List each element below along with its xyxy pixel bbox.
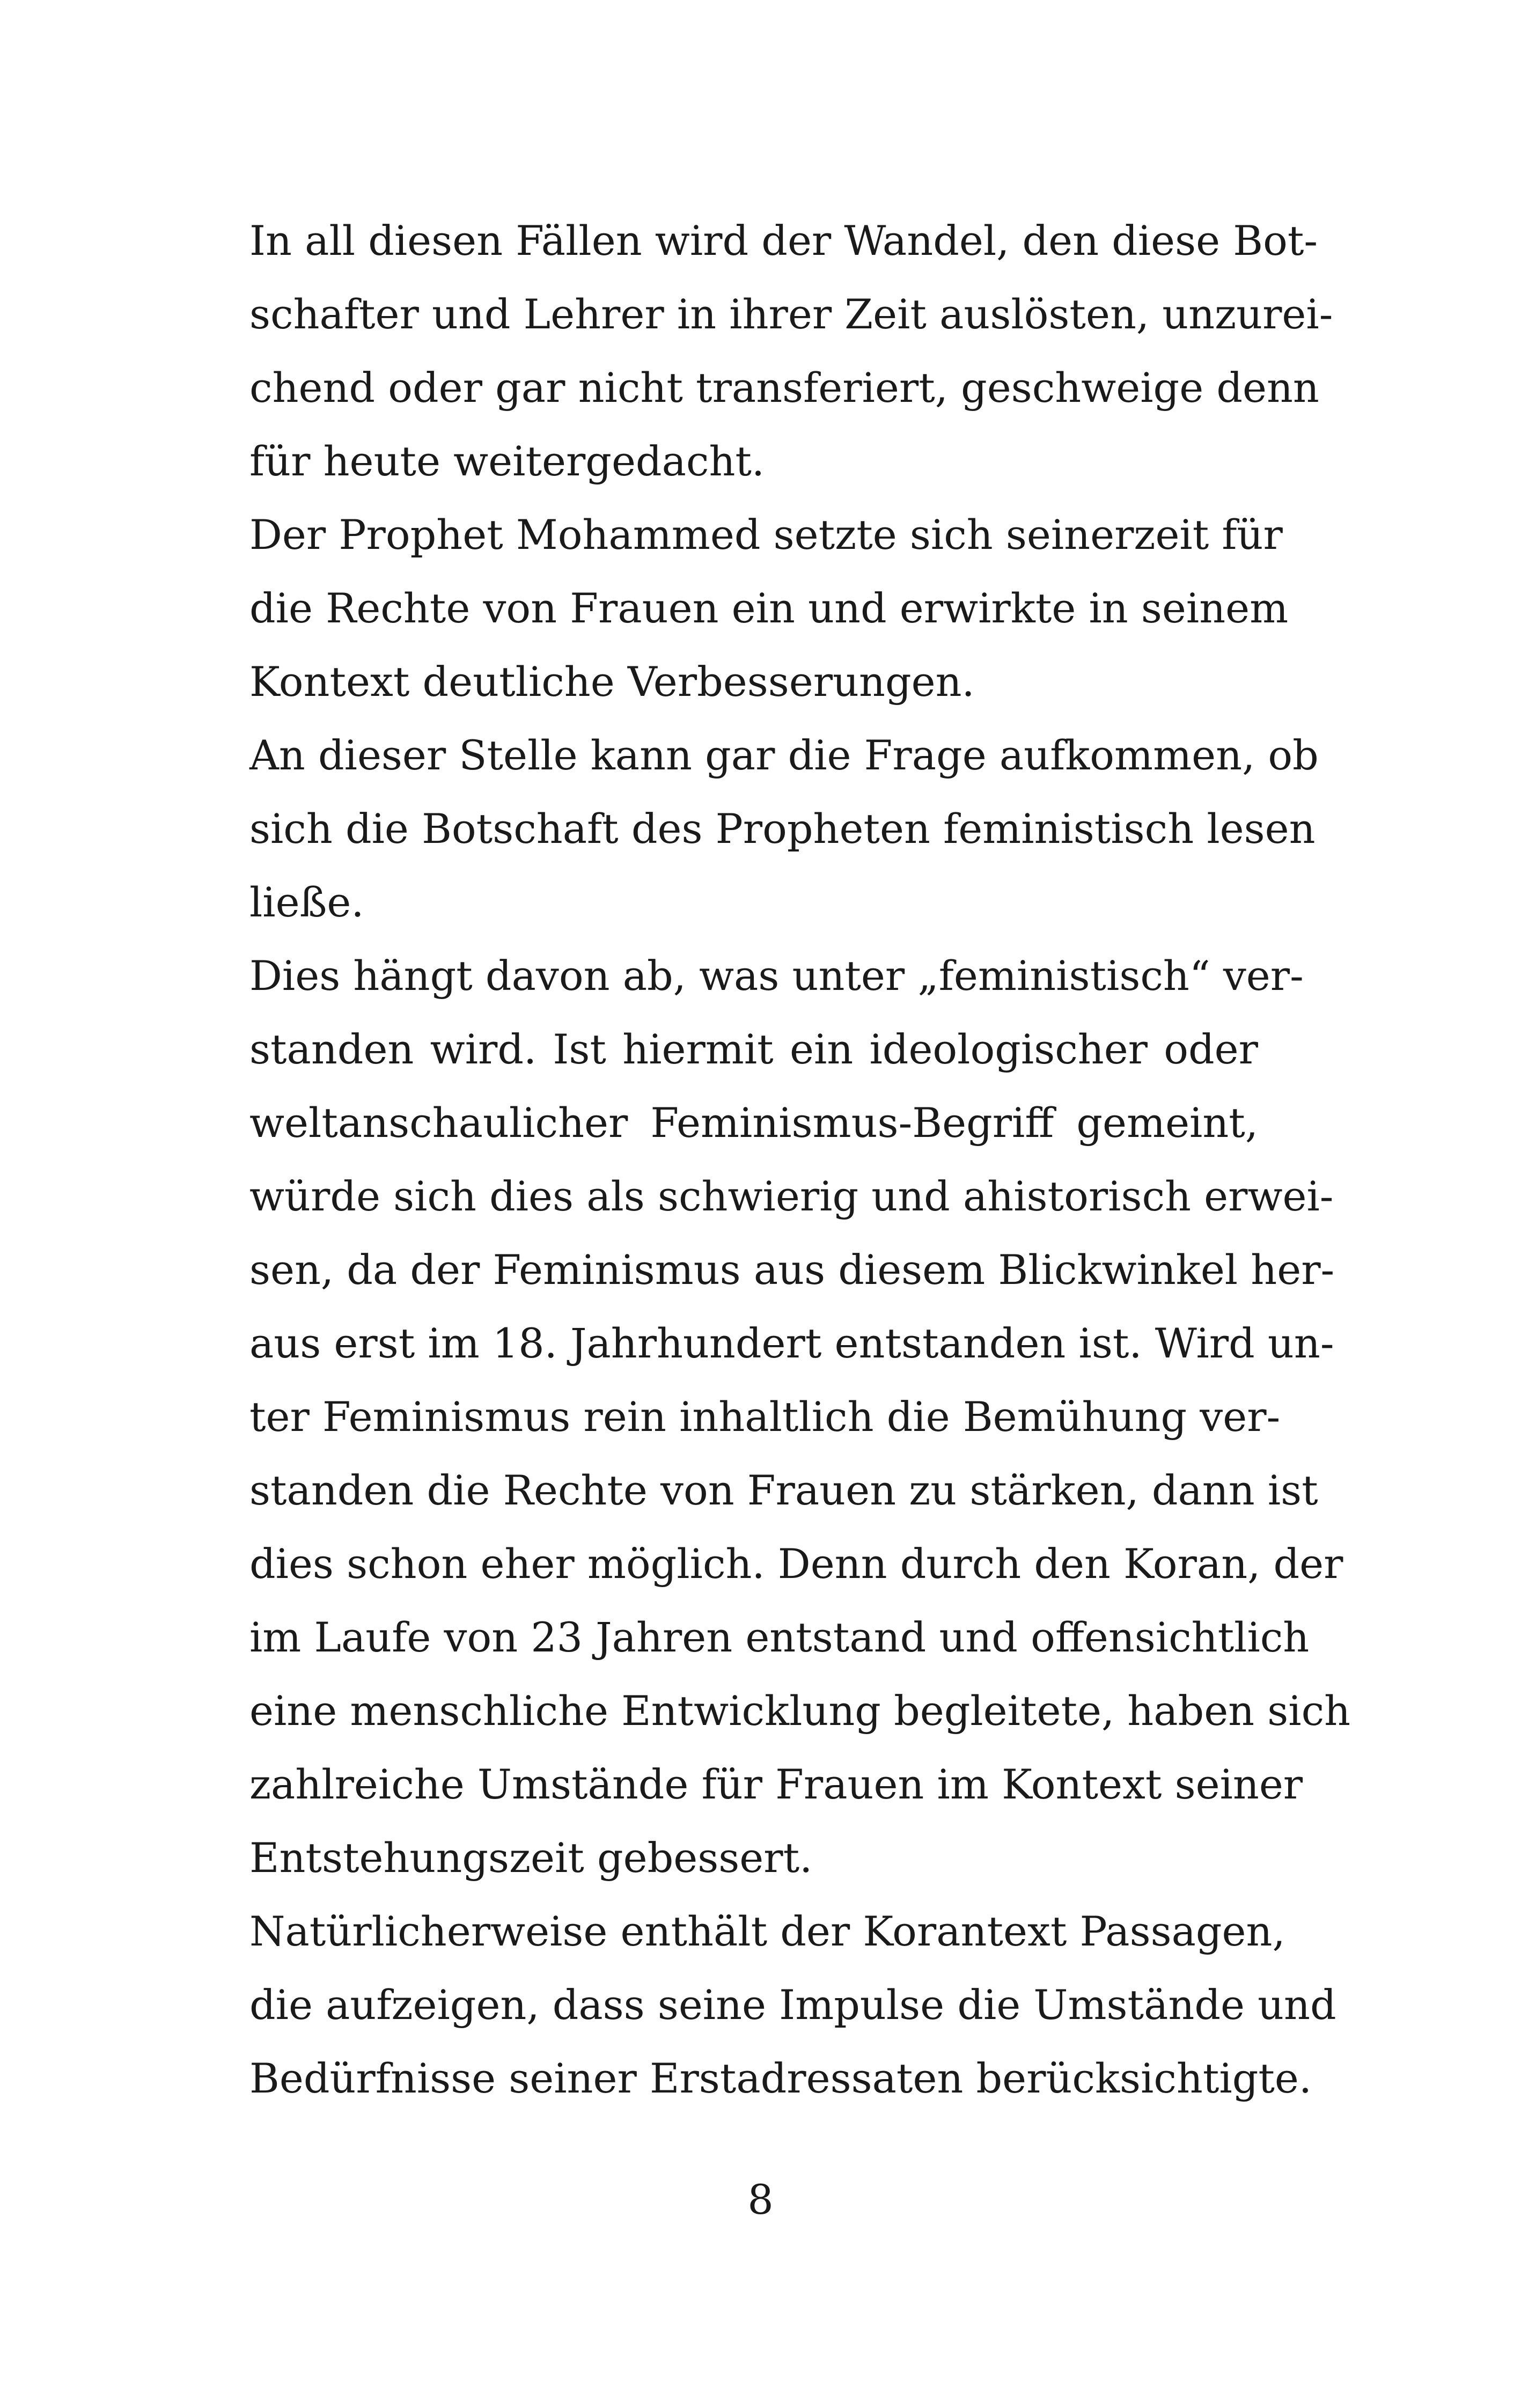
body-text xyxy=(249,204,1351,2115)
text-line: Bedürfnisse seiner Erstadressaten berücksichtigte. xyxy=(249,2054,1312,2102)
text-line: eine menschliche Entwicklung begleitete, haben sich xyxy=(249,1687,1351,1735)
text-line: ter Feminismus rein inhaltlich die Bemühung ver- xyxy=(249,1393,1281,1441)
text-line: im Laufe von 23 Jahren entstand und offensichtlich xyxy=(249,1613,1310,1661)
text-line: aus erst im 18. Jahrhundert entstanden ist. Wird un- xyxy=(249,1319,1334,1367)
page-number: 8 xyxy=(747,2176,774,2223)
text-line: standen wird. Ist hiermit ein ideologischer oder xyxy=(249,1025,1258,1073)
text-line: dies schon eher möglich. Denn durch den Koran, der xyxy=(249,1540,1343,1588)
text-line: schafter und Lehrer in ihrer Zeit auslösten, unzurei- xyxy=(249,290,1333,338)
text-line: die aufzeigen, dass seine Impulse die Umstände und xyxy=(249,1981,1336,2029)
text-line: für heute weitergedacht. xyxy=(249,437,765,485)
text-line: weltanschaulicher Feminismus-Begriff gemeint, xyxy=(249,1099,1258,1147)
text-line: ließe. xyxy=(249,878,364,926)
text-line: Entstehungszeit gebessert. xyxy=(249,1834,813,1882)
text-line: Dies hängt davon ab, was unter „feministisch“ ver- xyxy=(249,952,1304,1000)
text-line: sich die Botschaft des Propheten feministisch lesen xyxy=(249,805,1316,853)
text-line: Natürlicherweise enthält der Korantext Passagen, xyxy=(249,1907,1285,1955)
text-line: An dieser Stelle kann gar die Frage aufkommen, ob xyxy=(249,731,1319,779)
text-line: Kontext deutliche Verbesserungen. xyxy=(249,658,975,706)
text-line: die Rechte von Frauen ein und erwirkte in seinem xyxy=(249,584,1289,632)
text-line: In all diesen Fällen wird der Wandel, den diese Bot- xyxy=(249,217,1318,265)
text-line: standen die Rechte von Frauen zu stärken, dann ist xyxy=(249,1466,1318,1514)
text-line: zahlreiche Umstände für Frauen im Kontext seiner xyxy=(249,1760,1303,1808)
text-line: würde sich dies als schwierig und ahistorisch erwei- xyxy=(249,1172,1334,1220)
text-line: sen, da der Feminismus aus diesem Blickwinkel her- xyxy=(249,1246,1335,1294)
text-line: chend oder gar nicht transferiert, geschweige denn xyxy=(249,364,1319,412)
text-line: Der Prophet Mohammed setzte sich seinerzeit für xyxy=(249,511,1283,559)
